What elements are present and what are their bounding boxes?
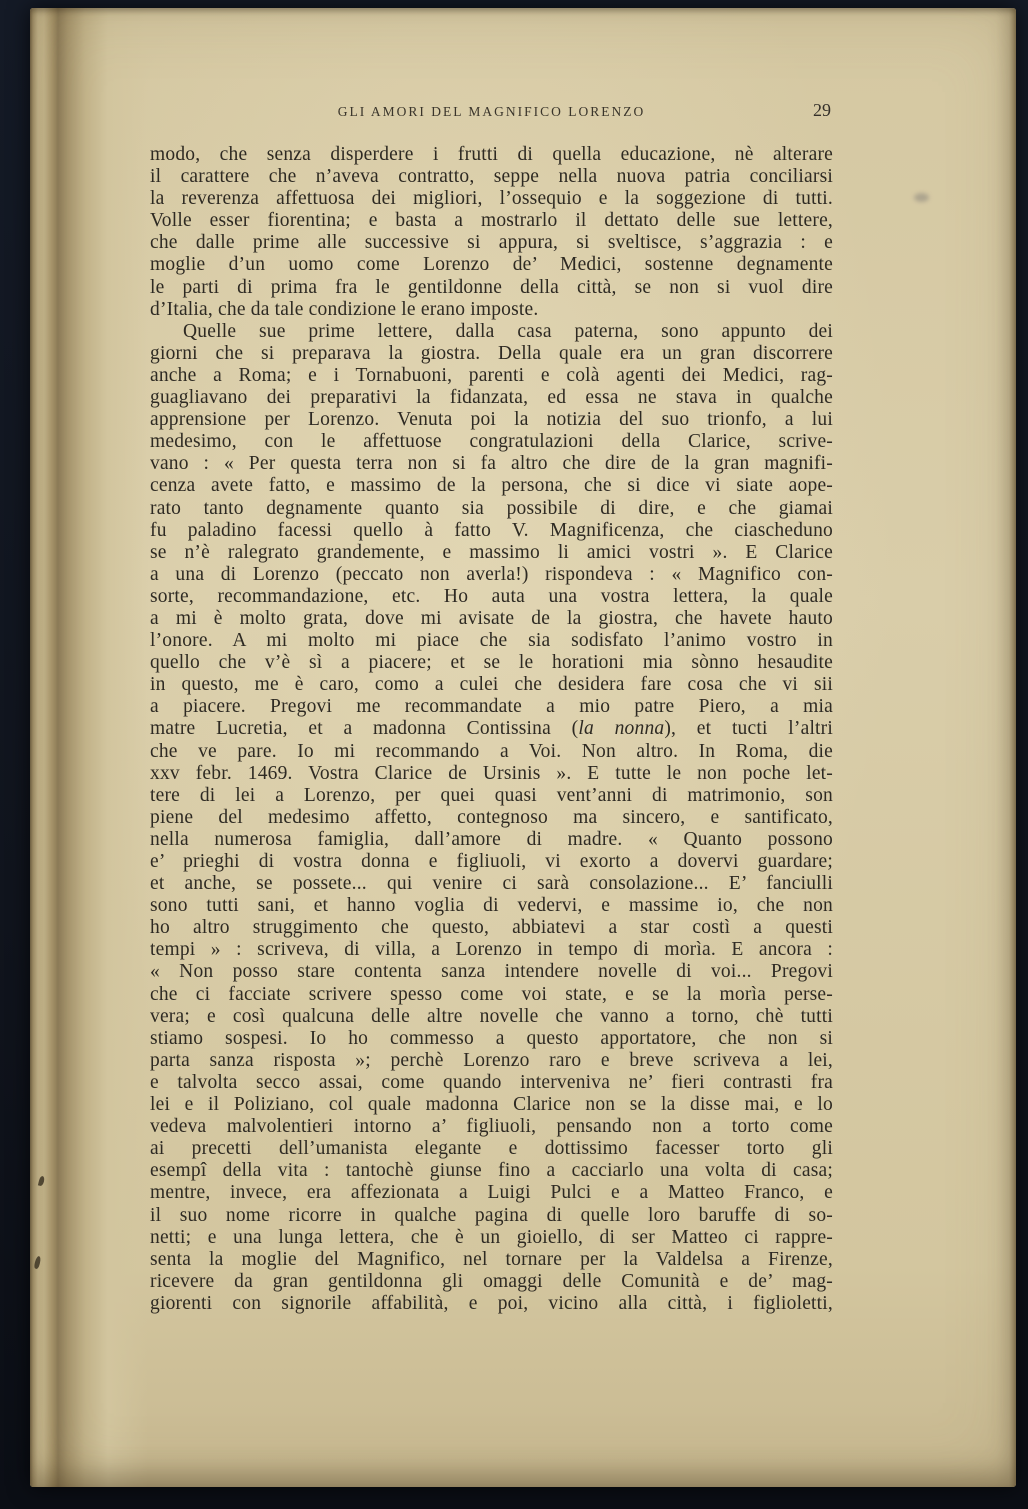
text-run: la reverenza affettuosa dei migliori, l’ossequio e la soggezione di tutti. (150, 188, 833, 210)
text-line (150, 277, 833, 299)
paragraph (150, 321, 833, 1315)
text-run: Volle esser fiorentina; e basta a mostrarlo il dettato delle sue lettere, (150, 210, 833, 232)
text-run: sono tutti sani, et hanno voglia di vedervi, e massime io, che non (150, 895, 833, 917)
text-run: et anche, se possete... qui venire ci sarà consolazione... E’ fanciulli (150, 873, 833, 895)
text-line (150, 1205, 833, 1227)
text-run: ho altro struggimento che questo, abbiatevi a star costì a questi (150, 917, 833, 939)
running-header-title: GLI AMORI DEL MAGNIFICO LORENZO (337, 104, 646, 119)
text-line (150, 807, 833, 829)
text-run: netti; e una lunga lettera, che è un gioiello, di ser Matteo ci rappre- (150, 1226, 833, 1248)
text-line (150, 321, 833, 343)
text-run: d’Italia, che da tale condizione le erano imposte. (150, 298, 539, 320)
text-run: modo, che senza disperdere i frutti di quella educazione, nè alterare (150, 144, 833, 165)
text-run: vera; e così qualcuna delle altre novelle che vanno a torno, chè tutti (150, 1005, 833, 1027)
text-run: l’onore. A mi molto mi piace che sia sodisfato l’animo vostro in (150, 630, 833, 652)
text-run: lei e il Poliziano, col quale madonna Clarice non se la disse mai, e lo (150, 1094, 833, 1116)
running-header (150, 100, 833, 126)
text-run: ricevere da gran gentildonna gli omaggi delle Comunità e de’ mag- (150, 1270, 833, 1292)
text-line (150, 453, 833, 475)
text-run: tere di lei a Lorenzo, per quei quasi vent’anni di matrimonio, son (150, 784, 833, 806)
text-run: rato tanto degnamente quanto sia possibile di dire, e che giamai (150, 497, 833, 519)
text-run: il carattere che n’aveva contratto, seppe nella nuova patria conciliarsi (150, 166, 833, 188)
text-line (150, 851, 833, 873)
text-line (150, 409, 833, 431)
text-run: medesimo, con le affettuose congratulazioni della Clarice, scrive- (150, 431, 833, 453)
text-run: in questo, me è caro, como a culei che desidera fare cosa che vi sii (150, 674, 833, 696)
text-run: che dalle prime alle successive si appura, si sveltisce, s’aggrazia : e (150, 232, 833, 254)
text-run: ), et tucti l’altri (664, 718, 833, 740)
text-line (150, 652, 833, 674)
text-run: il suo nome ricorre in qualche pagina di quelle loro baruffe di so- (150, 1204, 833, 1226)
text-run: parta sanza risposta »; perchè Lorenzo raro e breve scriveva a lei, (150, 1049, 833, 1071)
text-run: a una di Lorenzo (peccato non averla!) rispondeva : « Magnifico con- (150, 563, 833, 585)
text-run: « Non posso stare contenta sanza intendere novelle di voi... Pregovi (150, 961, 833, 983)
page-number: 29 (813, 100, 831, 120)
text-line (150, 674, 833, 696)
text-run: moglie d’un uomo come Lorenzo de’ Medici, sostenne degnamente (150, 254, 833, 276)
text-line (150, 498, 833, 520)
text-line (150, 1249, 833, 1271)
paragraph (150, 144, 833, 321)
text-line (150, 785, 833, 807)
ink-mark (38, 1176, 45, 1187)
text-run: xxv febr. 1469. Vostra Clarice de Ursinis ». E tutte le non poche let- (150, 762, 833, 784)
text-line (150, 1160, 833, 1182)
text-line (150, 232, 833, 254)
text-run: se n’è ralegrato grandemente, e massimo li amici vostri ». E Clarice (150, 541, 833, 563)
text-line (150, 387, 833, 409)
text-line (150, 1182, 833, 1204)
text-run: Quelle sue prime lettere, dalla casa paterna, sono appunto dei (183, 320, 833, 342)
text-run: guagliavano dei preparativi la fidanzata, ed essa ne stava in qualche (150, 387, 833, 409)
italic-text-run: la nonna (578, 718, 665, 740)
text-line (150, 608, 833, 630)
text-line (150, 1006, 833, 1028)
text-run: ai precetti dell’umanista elegante e dottissimo facesser torto gli (150, 1138, 833, 1160)
text-run: a piacere. Pregovi me recommandate a mio patre Piero, a mia (150, 696, 833, 718)
text-run: e talvolta secco assai, come quando interveniva ne’ fieri contrasti fra (150, 1071, 833, 1093)
text-line (150, 741, 833, 763)
text-run: a mi è molto grata, dove mi avisate de la giostra, che havete hauto (150, 607, 833, 629)
text-line (150, 939, 833, 961)
text-line (150, 873, 833, 895)
text-line (150, 961, 833, 983)
text-run: cenza avete fatto, e massimo de la persona, che si dice vi siate aope- (150, 475, 833, 497)
binding-gutter (30, 8, 150, 1487)
text-line (150, 365, 833, 387)
text-line (150, 188, 833, 210)
smudge-mark (914, 193, 929, 202)
text-line (150, 984, 833, 1006)
text-line (150, 299, 833, 321)
text-run: tempi » : scriveva, di villa, a Lorenzo in tempo di morìa. E ancora : (150, 939, 833, 961)
text-line (150, 475, 833, 497)
text-run: e’ prieghi di vostra donna e figliuoli, vi exorto a dovervi guardare; (150, 851, 833, 872)
text-line (150, 1116, 833, 1138)
text-run: vedeva malvolentieri intorno a’ figliuoli, pensando non a torto come (150, 1116, 833, 1138)
text-line (150, 718, 833, 740)
text-line (150, 1138, 833, 1160)
text-run: senta la moglie del Magnifico, nel tornare per la Valdelsa a Firenze, (150, 1248, 833, 1270)
text-line (150, 586, 833, 608)
text-run: sorte, recommandazione, etc. Ho auta una vostra lettera, la quale (150, 585, 833, 607)
text-line (150, 166, 833, 188)
text-run: giorni che si preparava la giostra. Della quale era un gran discorrere (150, 342, 833, 364)
book-page (30, 8, 1016, 1487)
page-body (150, 144, 833, 1315)
text-line (150, 210, 833, 232)
text-line (150, 696, 833, 718)
text-run: che ci facciate scrivere spesso come voi state, e se la morìa perse- (150, 983, 833, 1005)
text-line (150, 144, 833, 166)
text-line (150, 520, 833, 542)
text-run: mentre, invece, era affezionata a Luigi Pulci e a Matteo Franco, e (150, 1182, 833, 1204)
text-run: matre Lucretia, et a madonna Contissina ( (150, 718, 579, 740)
text-run: esempî della vita : tantochè giunse fino a cacciarlo una volta di casa; (150, 1160, 833, 1182)
text-line (150, 763, 833, 785)
text-line (150, 542, 833, 564)
text-line (150, 1094, 833, 1116)
text-line (150, 1293, 833, 1315)
text-line (150, 254, 833, 276)
ink-mark (34, 1256, 42, 1270)
text-line (150, 1050, 833, 1072)
text-line (150, 895, 833, 917)
text-line (150, 1028, 833, 1050)
text-run: vano : « Per questa terra non si fa altro che dire de la gran magnifi- (150, 453, 833, 475)
text-line (150, 431, 833, 453)
text-run: nella numerosa famiglia, dall’amore di madre. « Quanto possono (150, 828, 833, 850)
text-run: stiamo sospesi. Io ho commesso a questo apportatore, che non si (150, 1027, 833, 1049)
text-line (150, 343, 833, 365)
text-run: piene del medesimo affetto, contegnoso ma sincero, e santificato, (150, 806, 833, 828)
text-run: giorenti con signorile affabilità, e poi, vicino alla città, i figlioletti, (150, 1292, 833, 1314)
text-run: le parti di prima fra le gentildonne della città, se non si vuol dire (150, 276, 833, 298)
text-line (150, 1271, 833, 1293)
text-run: quello che v’è sì a piacere; et se le horationi mia sònno hesaudite (150, 652, 833, 674)
text-line (150, 630, 833, 652)
text-line (150, 564, 833, 586)
text-line (150, 1227, 833, 1249)
text-run: fu paladino facessi quello à fatto V. Magnificenza, che ciascheduno (150, 519, 833, 541)
text-line (150, 829, 833, 851)
text-run: anche a Roma; e i Tornabuoni, parenti e colà agenti dei Medici, rag- (150, 364, 833, 386)
page-right-edge (996, 8, 1016, 1487)
text-run: apprensione per Lorenzo. Venuta poi la notizia del suo trionfo, a lui (150, 409, 833, 431)
text-line (150, 917, 833, 939)
text-line (150, 1072, 833, 1094)
text-run: che ve pare. Io mi recommando a Voi. Non altro. In Roma, die (150, 740, 833, 762)
